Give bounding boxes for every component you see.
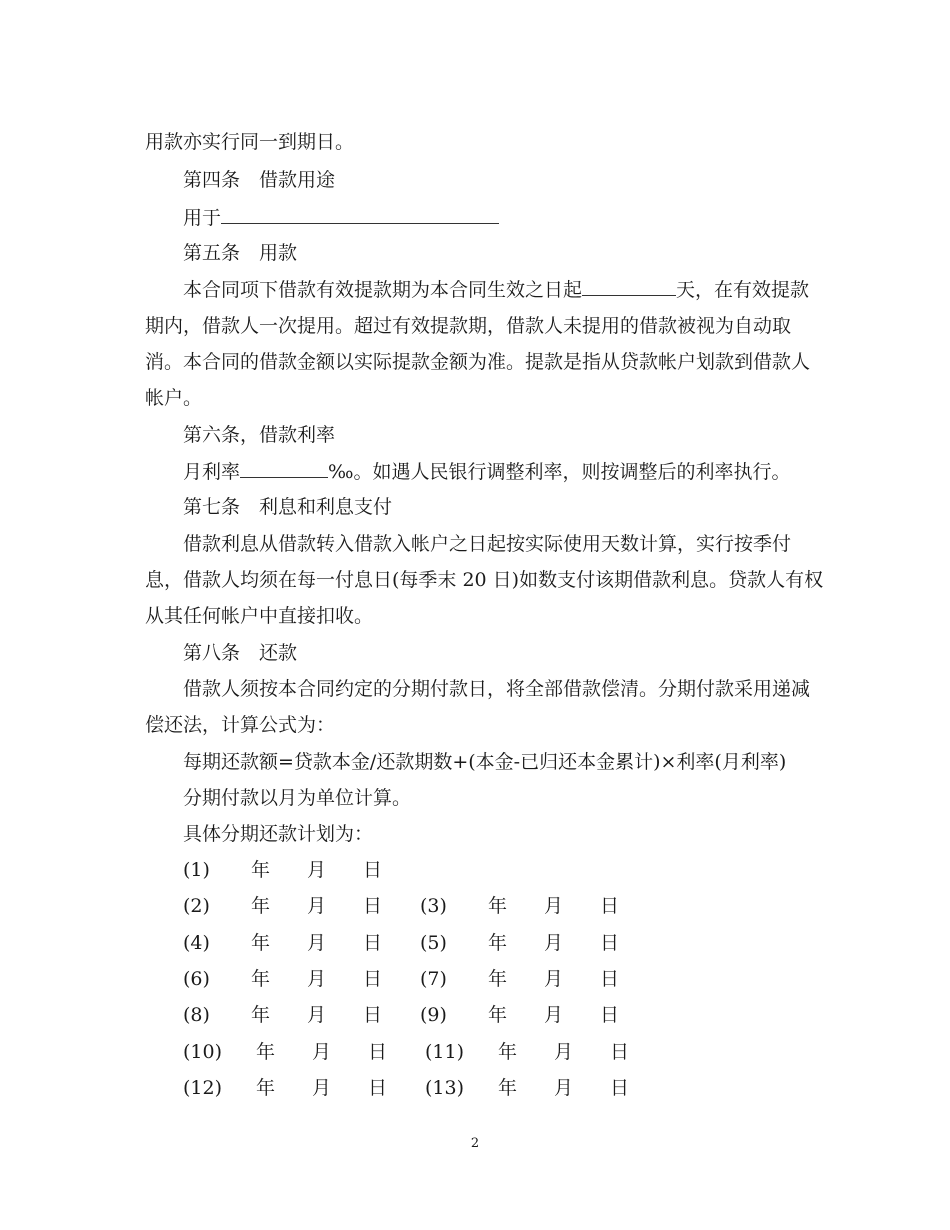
schedule-year: 年 <box>251 859 271 881</box>
article-5-line-4: 帐户。 <box>145 387 203 409</box>
schedule-year: 年 <box>488 895 508 918</box>
page-number: 2 <box>470 1136 480 1151</box>
schedule-month: 月 <box>307 931 327 954</box>
schedule-index: (12) <box>183 1076 223 1099</box>
schedule-month: 月 <box>312 1040 332 1063</box>
article-6-line-1 <box>183 459 863 484</box>
schedule-row <box>183 967 703 991</box>
schedule-day: 日 <box>610 1076 630 1099</box>
article-6-title: 第六条，借款利率 <box>183 424 336 446</box>
schedule-index: (13) <box>425 1076 465 1099</box>
plan-intro: 具体分期还款计划为： <box>183 823 374 845</box>
schedule-day: 日 <box>610 1040 630 1063</box>
schedule-index: (2) <box>183 895 210 918</box>
schedule-month: 月 <box>554 1040 574 1063</box>
schedule-year: 年 <box>498 1076 518 1099</box>
schedule-month: 月 <box>307 859 327 881</box>
schedule-day: 日 <box>363 859 383 881</box>
schedule-row <box>183 894 703 918</box>
schedule-year: 年 <box>251 1004 271 1027</box>
schedule-month: 月 <box>312 1076 332 1099</box>
article-7-line-1: 借款利息从借款转入借款入帐户之日起按实际使用天数计算，实行按季付 <box>183 533 792 555</box>
schedule-year: 年 <box>251 931 271 954</box>
article-5-line-1 <box>183 277 863 302</box>
article-7-title: 第七条 利息和利息支付 <box>183 496 393 518</box>
schedule-day: 日 <box>600 1004 620 1027</box>
schedule-month: 月 <box>307 1004 327 1027</box>
schedule-row <box>183 1040 703 1064</box>
schedule-month: 月 <box>544 967 564 990</box>
article-4-title: 第四条 借款用途 <box>183 169 336 191</box>
schedule-day: 日 <box>600 931 620 954</box>
schedule-index: (10) <box>183 1040 223 1063</box>
schedule-year: 年 <box>256 1040 276 1063</box>
schedule-day: 日 <box>368 1040 388 1063</box>
schedule-index: (11) <box>425 1040 465 1063</box>
days-blank <box>582 277 676 296</box>
article-5-line-3: 消。本合同的借款金额以实际提款金额为准。提款是指从贷款帐户划款到借款人 <box>145 351 811 373</box>
schedule-year: 年 <box>251 967 271 990</box>
article-8-line-2: 偿还法，计算公式为： <box>145 714 336 736</box>
article-4-prefix: 用于 <box>183 207 222 229</box>
schedule-year: 年 <box>488 1004 508 1027</box>
article-6-text-b: ‰。如遇人民银行调整利率，则按调整后的利率执行。 <box>328 461 791 483</box>
schedule-year: 年 <box>498 1040 518 1063</box>
schedule-index: (8) <box>183 1004 210 1027</box>
schedule-row <box>183 1003 703 1027</box>
monthly-note: 分期付款以月为单位计算。 <box>183 787 412 809</box>
paragraph-continuation: 用款亦实行同一到期日。 <box>145 131 355 153</box>
article-7-line-3: 从其任何帐户中直接扣收。 <box>145 605 374 627</box>
schedule-month: 月 <box>544 931 564 954</box>
article-5-text-b: 天，在有效提款 <box>676 279 810 301</box>
schedule-month: 月 <box>307 967 327 990</box>
schedule-day: 日 <box>363 895 383 918</box>
schedule-month: 月 <box>544 1004 564 1027</box>
schedule-index: (5) <box>420 931 447 954</box>
schedule-row <box>183 1076 703 1100</box>
rate-blank <box>240 459 328 478</box>
schedule-day: 日 <box>363 967 383 990</box>
article-5-line-2: 期内，借款人一次提用。超过有效提款期，借款人未提用的借款被视为自动取 <box>145 315 792 337</box>
schedule-index: (6) <box>183 967 210 990</box>
schedule-year: 年 <box>251 895 271 918</box>
schedule-year: 年 <box>256 1076 276 1099</box>
article-6-text-a: 月利率 <box>183 461 241 483</box>
schedule-index: (4) <box>183 931 210 954</box>
schedule-month: 月 <box>307 895 327 918</box>
article-8-title: 第八条 还款 <box>183 642 298 664</box>
schedule-index: (3) <box>420 895 447 918</box>
schedule-day: 日 <box>368 1076 388 1099</box>
article-8-line-1: 借款人须按本合同约定的分期付款日，将全部借款偿清。分期付款采用递减 <box>183 678 811 700</box>
article-4-purpose-line <box>183 205 863 230</box>
schedule-day: 日 <box>600 967 620 990</box>
purpose-blank <box>221 205 499 224</box>
article-5-title: 第五条 用款 <box>183 242 298 264</box>
schedule-row <box>183 931 703 955</box>
article-7-line-2: 息，借款人均须在每一付息日(每季末 20 日)如数支付该期借款利息。贷款人有权 <box>145 569 824 591</box>
article-5-text-a: 本合同项下借款有效提款期为本合同生效之日起 <box>183 279 583 301</box>
schedule-day: 日 <box>363 931 383 954</box>
schedule-day: 日 <box>363 1004 383 1027</box>
schedule-index: (7) <box>420 967 447 990</box>
schedule-row <box>183 858 703 882</box>
repayment-formula: 每期还款额=贷款本金/还款期数+(本金-已归还本金累计)×利率(月利率) <box>183 751 787 773</box>
schedule-year: 年 <box>488 967 508 990</box>
schedule-index: (9) <box>420 1004 447 1027</box>
schedule-index: (1) <box>183 859 210 881</box>
schedule-year: 年 <box>488 931 508 954</box>
schedule-month: 月 <box>554 1076 574 1099</box>
schedule-month: 月 <box>544 895 564 918</box>
schedule-day: 日 <box>600 895 620 918</box>
